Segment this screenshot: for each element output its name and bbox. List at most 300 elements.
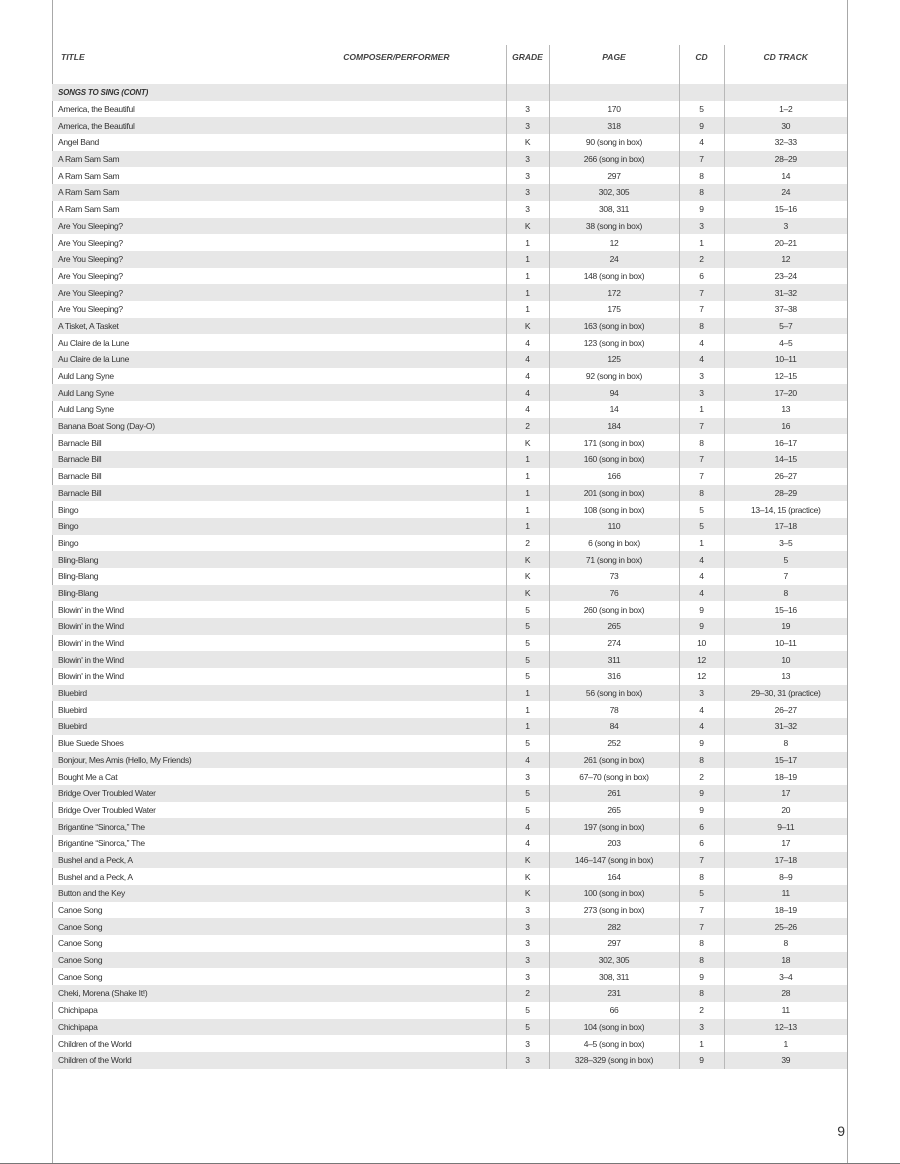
title-cell: Chichipapa — [52, 1019, 506, 1036]
cd-cell: 7 — [679, 852, 724, 869]
track-cell: 8–9 — [724, 868, 847, 885]
table-row — [52, 752, 847, 769]
track-cell: 29–30, 31 (practice) — [724, 685, 847, 702]
cd-cell: 9 — [679, 618, 724, 635]
page-cell: 100 (song in box) — [549, 885, 679, 902]
cd-cell: 4 — [679, 718, 724, 735]
title-cell: Brigantine “Sinorca,” The — [58, 838, 145, 849]
grade-cell: 4 — [506, 368, 549, 385]
track-cell: 8 — [724, 735, 847, 752]
title-cell: Are You Sleeping? — [52, 218, 506, 235]
cd-cell: 3 — [679, 685, 724, 702]
title-cell: Barnacle Bill — [58, 471, 102, 482]
grade-cell: K — [506, 134, 549, 151]
page-cell: 302, 305 — [549, 952, 679, 969]
cd-cell: 5 — [679, 501, 724, 518]
title-cell: A Ram Sam Sam — [52, 151, 506, 168]
track-cell: 31–32 — [724, 718, 847, 735]
grade-cell: 1 — [506, 251, 549, 268]
page-cell: 108 (song in box) — [549, 501, 679, 518]
table-row — [52, 802, 847, 819]
page-cell: 67–70 (song in box) — [549, 768, 679, 785]
title-cell: Bling-Blang — [52, 585, 506, 602]
table-row — [52, 835, 847, 852]
cd-cell: 2 — [679, 251, 724, 268]
track-cell: 9–11 — [724, 818, 847, 835]
page-cell: 6 (song in box) — [549, 535, 679, 552]
cd-cell: 9 — [679, 968, 724, 985]
title-cell: Chichipapa — [58, 1005, 98, 1016]
grade-cell: 1 — [506, 518, 549, 535]
table-row — [52, 685, 847, 702]
cd-cell: 9 — [679, 1052, 724, 1069]
table-row — [52, 735, 847, 752]
table-row — [52, 535, 847, 552]
title-cell: Are You Sleeping? — [52, 284, 506, 301]
track-cell: 30 — [724, 117, 847, 134]
table-row — [52, 618, 847, 635]
page-cell: 201 (song in box) — [549, 485, 679, 502]
track-cell: 17–20 — [724, 384, 847, 401]
table-row — [52, 151, 847, 168]
cd-cell: 3 — [679, 384, 724, 401]
track-cell: 24 — [724, 184, 847, 201]
cd-cell: 4 — [679, 134, 724, 151]
page-cell: 308, 311 — [549, 968, 679, 985]
page-cell: 328–329 (song in box) — [549, 1052, 679, 1069]
table-row — [52, 351, 847, 368]
page-cell: 163 (song in box) — [549, 318, 679, 335]
cd-cell: 8 — [679, 752, 724, 769]
grade-cell: 1 — [506, 268, 549, 285]
page-cell: 12 — [549, 234, 679, 251]
page-cell: 261 — [549, 785, 679, 802]
page-cell: 282 — [549, 918, 679, 935]
title-cell: Button and the Key — [52, 885, 506, 902]
grade-cell: K — [506, 885, 549, 902]
title-cell: Au Claire de la Lune — [52, 351, 506, 368]
title-cell: Blowin' in the Wind — [58, 638, 124, 649]
table-row — [52, 101, 847, 118]
track-cell: 4–5 — [724, 334, 847, 351]
table-row — [52, 1019, 847, 1036]
table-row — [52, 1035, 847, 1052]
table-row — [52, 384, 847, 401]
title-cell: Auld Lang Syne — [58, 371, 114, 382]
grade-cell: 5 — [506, 618, 549, 635]
grade-cell: 5 — [506, 635, 549, 652]
cd-cell: 8 — [679, 184, 724, 201]
track-cell: 17 — [724, 785, 847, 802]
title-cell: Are You Sleeping? — [58, 237, 123, 248]
track-cell: 1 — [724, 1035, 847, 1052]
table-row — [52, 935, 847, 952]
cd-cell: 5 — [679, 885, 724, 902]
grade-cell: 5 — [506, 1002, 549, 1019]
title-cell: Blue Suede Shoes — [58, 738, 124, 749]
title-cell: Canoe Song — [52, 918, 506, 935]
grade-cell: 1 — [506, 501, 549, 518]
track-header: CD TRACK — [724, 45, 847, 68]
title-cell: Are You Sleeping? — [52, 251, 506, 268]
table-row — [52, 985, 847, 1002]
title-cell: Bingo — [58, 537, 79, 548]
page-cell: 146–147 (song in box) — [549, 852, 679, 869]
table-row — [52, 485, 847, 502]
grade-cell: 3 — [506, 935, 549, 952]
page-cell: 297 — [549, 935, 679, 952]
grade-cell: 4 — [506, 384, 549, 401]
title-cell: Bling-Blang — [58, 571, 99, 582]
title-cell: Bonjour, Mes Amis (Hello, My Friends) — [52, 752, 506, 769]
table-row — [52, 184, 847, 201]
table-row — [52, 885, 847, 902]
grade-cell: K — [506, 551, 549, 568]
page-cell: 92 (song in box) — [549, 368, 679, 385]
table-row — [52, 701, 847, 718]
track-cell: 26–27 — [724, 701, 847, 718]
track-cell: 16 — [724, 418, 847, 435]
grade-cell: 2 — [506, 535, 549, 552]
page-cell: 265 — [549, 802, 679, 819]
table-row — [52, 468, 847, 485]
page-cell: 14 — [549, 401, 679, 418]
section-label: SONGS TO SING (CONT) — [52, 84, 506, 101]
title-composer-header — [52, 45, 506, 68]
grade-cell: 1 — [506, 485, 549, 502]
page-cell: 66 — [549, 1002, 679, 1019]
track-cell: 3 — [724, 218, 847, 235]
cd-cell: 8 — [679, 318, 724, 335]
grade-cell: 1 — [506, 451, 549, 468]
page-cell: 172 — [549, 284, 679, 301]
table-row — [52, 301, 847, 318]
title-cell: Children of the World — [58, 1038, 132, 1049]
grade-cell: 3 — [506, 768, 549, 785]
page-cell: 261 (song in box) — [549, 752, 679, 769]
cd-cell: 3 — [679, 218, 724, 235]
track-cell: 3–4 — [724, 968, 847, 985]
page-cell: 260 (song in box) — [549, 601, 679, 618]
track-cell: 3–5 — [724, 535, 847, 552]
cd-cell: 7 — [679, 151, 724, 168]
title-cell: Blowin' in the Wind — [58, 604, 124, 615]
table-row — [52, 334, 847, 351]
page-cell: 171 (song in box) — [549, 434, 679, 451]
page-cell: 308, 311 — [549, 201, 679, 218]
table-row — [52, 401, 847, 418]
grade-cell: 1 — [506, 718, 549, 735]
grade-cell: 4 — [506, 835, 549, 852]
table-row — [52, 518, 847, 535]
grade-cell: 5 — [506, 735, 549, 752]
page-cell: 252 — [549, 735, 679, 752]
spacer-row — [52, 68, 847, 84]
table-row — [52, 952, 847, 969]
table-row — [52, 434, 847, 451]
track-cell: 15–16 — [724, 601, 847, 618]
cd-cell: 2 — [679, 768, 724, 785]
grade-cell: 5 — [506, 668, 549, 685]
grade-cell: 5 — [506, 802, 549, 819]
title-cell: A Ram Sam Sam — [58, 170, 120, 181]
title-cell: Banana Boat Song (Day-O) — [52, 418, 506, 435]
page-cell: 231 — [549, 985, 679, 1002]
cd-cell: 7 — [679, 418, 724, 435]
page-cell: 123 (song in box) — [549, 334, 679, 351]
cd-cell: 8 — [679, 985, 724, 1002]
section-row — [52, 84, 847, 101]
page-cell: 274 — [549, 635, 679, 652]
track-cell: 39 — [724, 1052, 847, 1069]
title-cell: Canoe Song — [58, 971, 103, 982]
track-cell: 37–38 — [724, 301, 847, 318]
cd-cell: 7 — [679, 468, 724, 485]
page-cell: 273 (song in box) — [549, 902, 679, 919]
grade-cell: 3 — [506, 117, 549, 134]
page-cell: 316 — [549, 668, 679, 685]
grade-cell: K — [506, 434, 549, 451]
track-cell: 11 — [724, 885, 847, 902]
table-row — [52, 167, 847, 184]
table-row — [52, 651, 847, 668]
table-row — [52, 768, 847, 785]
table-row — [52, 134, 847, 151]
table-row — [52, 501, 847, 518]
cd-cell: 9 — [679, 735, 724, 752]
track-cell: 28 — [724, 985, 847, 1002]
table-row — [52, 284, 847, 301]
grade-cell: 5 — [506, 651, 549, 668]
grade-header: GRADE — [506, 45, 549, 68]
grade-cell: 3 — [506, 184, 549, 201]
table-row — [52, 201, 847, 218]
page-cell: 84 — [549, 718, 679, 735]
table-row — [52, 568, 847, 585]
track-cell: 23–24 — [724, 268, 847, 285]
cd-cell: 4 — [679, 334, 724, 351]
cd-cell: 2 — [679, 1002, 724, 1019]
cd-cell: 1 — [679, 234, 724, 251]
grade-cell: 1 — [506, 301, 549, 318]
page-cell: 197 (song in box) — [549, 818, 679, 835]
cd-cell: 7 — [679, 301, 724, 318]
cd-cell: 8 — [679, 868, 724, 885]
title-cell: America, the Beautiful — [52, 117, 506, 134]
grade-cell: 3 — [506, 201, 549, 218]
page-cell: 125 — [549, 351, 679, 368]
composer-header: COMPOSER/PERFORMER — [343, 51, 450, 62]
title-cell: Bluebird — [52, 718, 506, 735]
table-row — [52, 635, 847, 652]
cd-cell: 9 — [679, 201, 724, 218]
title-cell: Are You Sleeping? — [58, 270, 123, 281]
title-cell: Are You Sleeping? — [58, 304, 123, 315]
title-cell: Bingo — [58, 504, 79, 515]
cd-cell: 8 — [679, 167, 724, 184]
page-cell: 71 (song in box) — [549, 551, 679, 568]
title-cell: Children of the World — [52, 1052, 506, 1069]
grade-cell: K — [506, 852, 549, 869]
cd-cell: 4 — [679, 351, 724, 368]
cd-cell: 9 — [679, 117, 724, 134]
grade-cell: 5 — [506, 601, 549, 618]
song-index-table — [52, 45, 847, 1069]
track-cell: 10 — [724, 651, 847, 668]
track-cell: 15–17 — [724, 752, 847, 769]
table-row — [52, 818, 847, 835]
track-cell: 5 — [724, 551, 847, 568]
grade-cell: 3 — [506, 101, 549, 118]
title-cell: Bushel and a Peck, A — [58, 871, 133, 882]
track-cell: 14–15 — [724, 451, 847, 468]
table-row — [52, 451, 847, 468]
title-cell: Angel Band — [58, 137, 99, 148]
cd-cell: 6 — [679, 268, 724, 285]
page-cell: 110 — [549, 518, 679, 535]
table-row — [52, 268, 847, 285]
track-cell: 7 — [724, 568, 847, 585]
cd-cell: 8 — [679, 935, 724, 952]
track-cell: 10–11 — [724, 351, 847, 368]
grade-cell: 1 — [506, 685, 549, 702]
table-row — [52, 902, 847, 919]
track-cell: 8 — [724, 585, 847, 602]
track-cell: 26–27 — [724, 468, 847, 485]
track-cell: 20–21 — [724, 234, 847, 251]
track-cell: 12 — [724, 251, 847, 268]
title-cell: Barnacle Bill — [58, 437, 102, 448]
track-cell: 17 — [724, 835, 847, 852]
track-cell: 18–19 — [724, 902, 847, 919]
track-cell: 13–14, 15 (practice) — [724, 501, 847, 518]
cd-cell: 8 — [679, 952, 724, 969]
page-header: PAGE — [549, 45, 679, 68]
page-number: 9 — [837, 1123, 845, 1139]
track-cell: 20 — [724, 802, 847, 819]
title-cell: Bluebird — [58, 704, 87, 715]
title-cell: Cheki, Morena (Shake It!) — [52, 985, 506, 1002]
cd-cell: 8 — [679, 434, 724, 451]
title-cell: Bling-Blang — [52, 551, 506, 568]
cd-cell: 4 — [679, 551, 724, 568]
page-cell: 160 (song in box) — [549, 451, 679, 468]
title-cell: A Ram Sam Sam — [52, 184, 506, 201]
header-row — [52, 45, 847, 68]
cd-cell: 7 — [679, 284, 724, 301]
table-row — [52, 318, 847, 335]
cd-cell: 7 — [679, 902, 724, 919]
track-cell: 1–2 — [724, 101, 847, 118]
track-cell: 13 — [724, 668, 847, 685]
grade-cell: 4 — [506, 818, 549, 835]
title-cell: Bingo — [52, 518, 506, 535]
table-row — [52, 418, 847, 435]
title-cell: Bluebird — [52, 685, 506, 702]
page-cell: 203 — [549, 835, 679, 852]
page-cell: 4–5 (song in box) — [549, 1035, 679, 1052]
table-row — [52, 852, 847, 869]
title-cell: Blowin' in the Wind — [52, 651, 506, 668]
page-cell: 38 (song in box) — [549, 218, 679, 235]
grade-cell: K — [506, 568, 549, 585]
table-row — [52, 785, 847, 802]
title-cell: Canoe Song — [58, 905, 103, 916]
cd-cell: 12 — [679, 668, 724, 685]
grade-cell: 1 — [506, 701, 549, 718]
track-cell: 31–32 — [724, 284, 847, 301]
grade-cell: 4 — [506, 752, 549, 769]
table-row — [52, 868, 847, 885]
cd-cell: 12 — [679, 651, 724, 668]
cd-cell: 3 — [679, 368, 724, 385]
table-row — [52, 117, 847, 134]
table-row — [52, 251, 847, 268]
page-cell: 90 (song in box) — [549, 134, 679, 151]
grade-cell: 3 — [506, 952, 549, 969]
track-cell: 12–13 — [724, 1019, 847, 1036]
cd-cell: 4 — [679, 585, 724, 602]
track-cell: 8 — [724, 935, 847, 952]
page-cell: 184 — [549, 418, 679, 435]
grade-cell: 2 — [506, 418, 549, 435]
page-cell: 73 — [549, 568, 679, 585]
title-header: TITLE — [61, 51, 85, 62]
table-row — [52, 585, 847, 602]
cd-cell: 9 — [679, 785, 724, 802]
table-row — [52, 368, 847, 385]
grade-cell: 4 — [506, 334, 549, 351]
cd-cell: 1 — [679, 535, 724, 552]
grade-cell: 3 — [506, 1052, 549, 1069]
title-cell: Bushel and a Peck, A — [52, 852, 506, 869]
track-cell: 25–26 — [724, 918, 847, 935]
page-cell: 170 — [549, 101, 679, 118]
table-row — [52, 718, 847, 735]
title-cell: Canoe Song — [52, 952, 506, 969]
grade-cell: 1 — [506, 468, 549, 485]
title-cell: Barnacle Bill — [52, 485, 506, 502]
grade-cell: 3 — [506, 167, 549, 184]
cd-cell: 5 — [679, 101, 724, 118]
track-cell: 18 — [724, 952, 847, 969]
cd-cell: 1 — [679, 401, 724, 418]
track-cell: 16–17 — [724, 434, 847, 451]
title-cell: Auld Lang Syne — [52, 384, 506, 401]
page-cell: 164 — [549, 868, 679, 885]
title-cell: Blowin' in the Wind — [52, 618, 506, 635]
page-cell: 166 — [549, 468, 679, 485]
cd-cell: 9 — [679, 802, 724, 819]
grade-cell: 4 — [506, 401, 549, 418]
grade-cell: 1 — [506, 234, 549, 251]
track-cell: 14 — [724, 167, 847, 184]
track-cell: 17–18 — [724, 518, 847, 535]
cd-cell: 9 — [679, 601, 724, 618]
table-row — [52, 218, 847, 235]
page-cell: 318 — [549, 117, 679, 134]
page-cell: 148 (song in box) — [549, 268, 679, 285]
title-cell: Au Claire de la Lune — [58, 337, 130, 348]
grade-cell: 5 — [506, 785, 549, 802]
cd-cell: 4 — [679, 701, 724, 718]
grade-cell: 4 — [506, 351, 549, 368]
title-cell: Auld Lang Syne — [58, 404, 114, 415]
table-row — [52, 1052, 847, 1069]
grade-cell: K — [506, 585, 549, 602]
grade-cell: K — [506, 218, 549, 235]
track-cell: 11 — [724, 1002, 847, 1019]
